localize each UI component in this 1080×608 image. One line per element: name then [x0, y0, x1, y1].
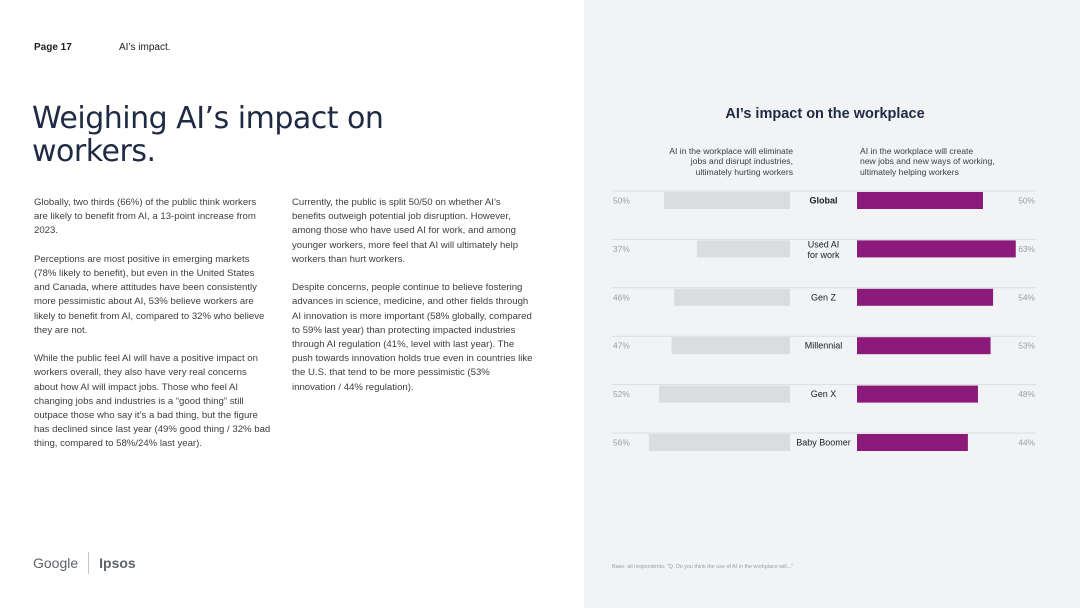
bar-left: [664, 192, 790, 209]
legend-left-line: AI in the workplace will eliminate: [669, 146, 793, 156]
ipsos-logo: Ipsos: [99, 555, 136, 571]
category-label: Used AI: [807, 239, 840, 250]
bar-left: [697, 240, 790, 257]
category-label: Baby Boomer: [796, 437, 851, 448]
data-label-left: 52%: [613, 389, 630, 400]
category-label: Millennial: [804, 340, 843, 351]
data-label-left: 46%: [613, 292, 630, 303]
bar-right: [857, 240, 1016, 257]
data-label-left: 56%: [613, 437, 630, 448]
bar-right: [857, 337, 991, 354]
data-label-right: 48%: [1018, 389, 1035, 400]
data-label-right: 63%: [1018, 243, 1035, 254]
bar-left: [672, 337, 790, 354]
body-paragraph: While the public feel AI will have a positive impact on workers overall, they also have very real concerns about how AI will impact jobs. Those who feel AI changing jobs and industries is a “good thing” still outpace those who say it’s a bad thing, but the figure has declined since last year (49% good thing / 32% bad thing, compared to 58%/24% last year).: [34, 353, 271, 450]
category-label: Global: [809, 195, 838, 206]
bar-left: [674, 289, 790, 306]
data-label-right: 50%: [1018, 195, 1035, 206]
data-label-left: 47%: [613, 340, 630, 351]
footnote: Base: all respondents. “Q. Do you think the use of AI in the workplace will...”: [612, 564, 793, 570]
body-paragraph: Currently, the public is split 50/50 on whether AI’s benefits outweigh potential job disruption. However, among those who have used AI for work, and among younger workers, more feel that AI will ultimately help workers than hurt workers.: [292, 197, 519, 265]
section-title: AI’s impact.: [119, 42, 171, 53]
legend-left-line: ultimately hurting workers: [695, 166, 793, 177]
data-label-left: 50%: [613, 195, 630, 206]
legend-left-line: jobs and disrupt industries,: [690, 156, 793, 167]
page-number: Page 17: [34, 42, 72, 53]
bar-left: [659, 386, 790, 403]
body-paragraph: Perceptions are most positive in emerging markets (78% likely to benefit), but even in the United States and Canada, where attitudes have been consistently more pessimistic about AI, 53% believe workers are likely to benefit from AI, compared to 32% who believe they are not.: [34, 253, 265, 336]
legend-right-line: AI in the workplace will create: [860, 146, 974, 156]
chart-title: AI’s impact on the workplace: [725, 106, 925, 122]
bar-right: [857, 289, 993, 306]
body-paragraph: Globally, two thirds (66%) of the public think workers are likely to benefit from AI, a 13-point increase from 2023.: [34, 197, 257, 237]
legend-right-line: new jobs and new ways of working,: [860, 156, 995, 167]
page-headline: Weighing AI’s impact on workers.: [32, 101, 384, 169]
data-label-right: 53%: [1018, 340, 1035, 351]
data-label-left: 37%: [613, 243, 630, 254]
bar-right: [857, 386, 978, 403]
google-logo: Google: [33, 555, 79, 571]
data-label-right: 44%: [1018, 437, 1035, 448]
category-label: for work: [807, 249, 840, 260]
bar-left: [649, 434, 790, 451]
bar-right: [857, 434, 968, 451]
category-label: Gen X: [810, 389, 837, 400]
bar-right: [857, 192, 983, 209]
legend-right-line: ultimately helping workers: [860, 166, 959, 177]
body-paragraph: Despite concerns, people continue to believe fostering advances in science, medicine, and other fields through AI innovation is more important (58% globally, compared to 59% last year) than protecting impacted industries through AI regulation (41%, level with last year). The push towards innovation holds true even in countries like the U.S. that tend to be more pessimistic (53% innovation / 44% regulation).: [292, 282, 533, 393]
category-label: Gen Z: [810, 292, 837, 303]
data-label-right: 54%: [1018, 292, 1035, 303]
